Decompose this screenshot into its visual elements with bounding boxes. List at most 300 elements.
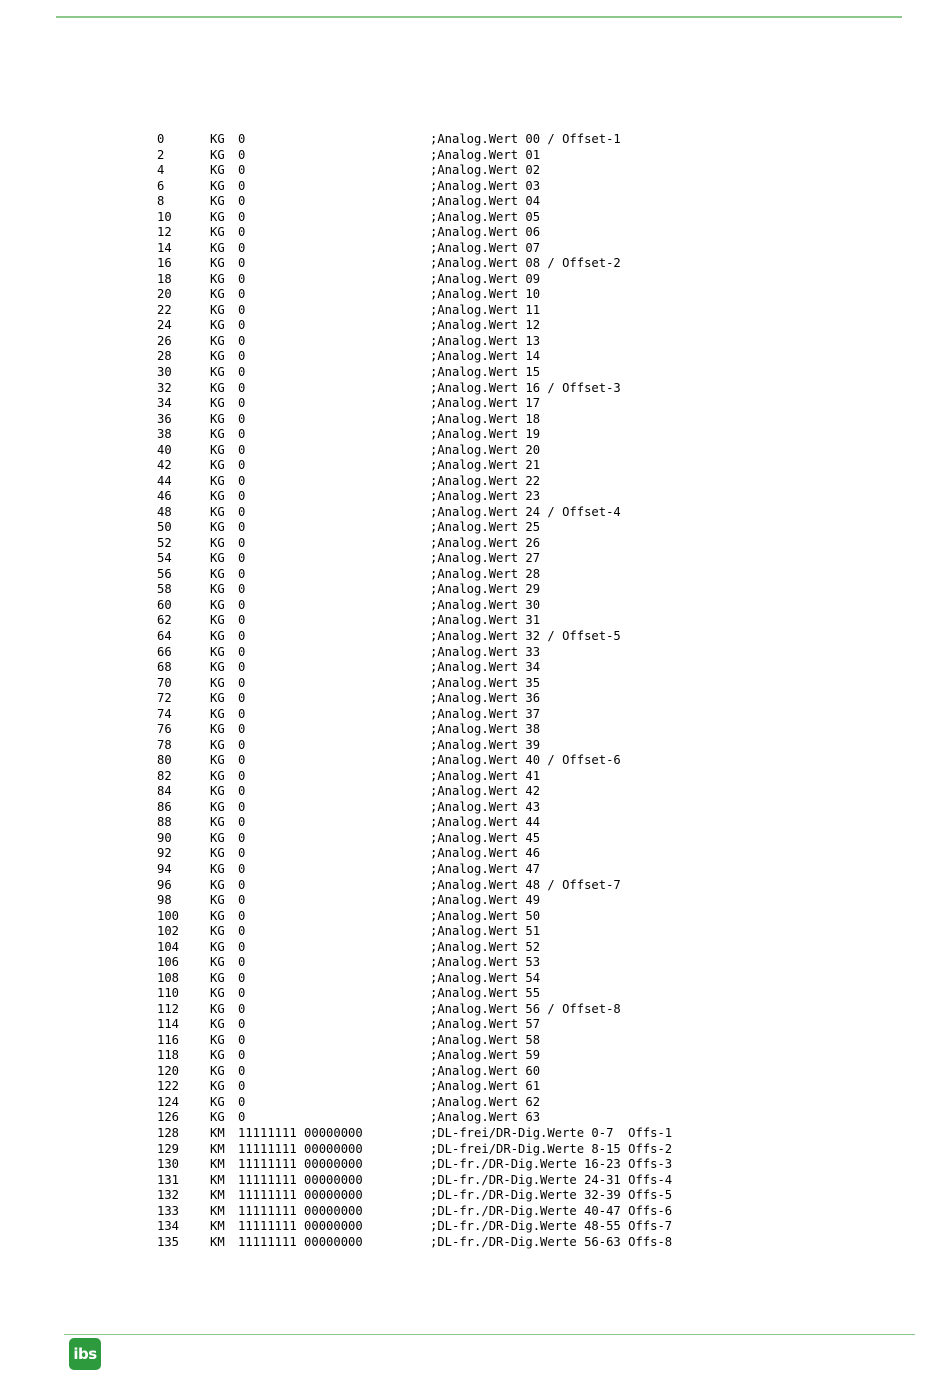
listing-line: [157, 893, 797, 909]
line-opcode: KG: [210, 924, 225, 939]
line-comment: ;Analog.Wert 27: [430, 551, 541, 566]
line-value: 0: [238, 473, 246, 488]
line-comment: ;Analog.Wert 05: [430, 209, 541, 224]
line-address: 88: [157, 815, 172, 830]
line-value: 0: [238, 256, 246, 271]
line-address: 68: [157, 660, 172, 675]
line-value: 0: [238, 737, 246, 752]
line-opcode: KM: [210, 1219, 225, 1234]
line-comment: ;DL-frei/DR-Dig.Werte 0-7 Offs-1: [430, 1126, 673, 1140]
listing-line: [157, 629, 797, 645]
line-opcode: KM: [210, 1157, 225, 1172]
line-comment: ;Analog.Wert 16 / Offset-3: [430, 380, 621, 395]
line-opcode: KG: [210, 846, 225, 861]
line-value: 0: [238, 660, 246, 675]
line-value: 0: [238, 520, 246, 535]
line-address: 112: [157, 1001, 180, 1016]
line-address: 0: [157, 132, 165, 146]
line-address: 16: [157, 256, 172, 271]
listing-line: [157, 163, 797, 179]
line-opcode: KG: [210, 240, 225, 255]
line-opcode: KG: [210, 287, 225, 302]
line-address: 64: [157, 629, 172, 643]
line-comment: ;DL-fr./DR-Dig.Werte 16-23 Offs-3: [430, 1157, 673, 1172]
line-value: 0: [238, 411, 246, 426]
line-opcode: KG: [210, 551, 225, 566]
line-address: 30: [157, 364, 172, 379]
line-comment: ;Analog.Wert 37: [430, 706, 541, 721]
line-opcode: KG: [210, 799, 225, 814]
listing-line: [157, 676, 797, 692]
line-value: 0: [238, 629, 246, 643]
line-address: 110: [157, 986, 180, 1001]
line-value: 0: [238, 1110, 246, 1125]
line-value: 0: [238, 722, 246, 737]
line-comment: ;Analog.Wert 58: [430, 1032, 541, 1047]
line-comment: ;Analog.Wert 33: [430, 644, 541, 659]
line-address: 124: [157, 1094, 180, 1109]
line-comment: ;Analog.Wert 24 / Offset-4: [430, 504, 621, 519]
line-opcode: KG: [210, 318, 225, 333]
line-opcode: KM: [210, 1141, 225, 1156]
line-opcode: KG: [210, 380, 225, 395]
line-value: 0: [238, 691, 246, 706]
line-opcode: KG: [210, 535, 225, 550]
line-value: 0: [238, 1017, 246, 1032]
line-comment: ;Analog.Wert 56 / Offset-8: [430, 1001, 621, 1016]
line-opcode: KM: [210, 1172, 225, 1187]
line-comment: ;Analog.Wert 10: [430, 287, 541, 302]
line-address: 130: [157, 1157, 180, 1172]
line-comment: ;DL-fr./DR-Dig.Werte 48-55 Offs-7: [430, 1219, 673, 1234]
line-address: 42: [157, 458, 172, 473]
line-address: 72: [157, 691, 172, 706]
line-opcode: KG: [210, 427, 225, 442]
line-value: 0: [238, 333, 246, 348]
line-comment: ;Analog.Wert 17: [430, 396, 541, 411]
listing-line: [157, 1033, 797, 1049]
line-comment: ;Analog.Wert 46: [430, 846, 541, 861]
listing-line: [157, 924, 797, 940]
line-comment: ;Analog.Wert 38: [430, 722, 541, 737]
listing-line: [157, 800, 797, 816]
line-opcode: KG: [210, 908, 225, 923]
line-opcode: KG: [210, 815, 225, 830]
line-address: 58: [157, 582, 172, 597]
line-opcode: KM: [210, 1188, 225, 1203]
listing-line: [157, 1142, 797, 1158]
line-address: 60: [157, 597, 172, 612]
line-address: 32: [157, 380, 172, 395]
line-opcode: KG: [210, 893, 225, 908]
line-value: 0: [238, 489, 246, 504]
line-opcode: KG: [210, 209, 225, 224]
line-comment: ;Analog.Wert 51: [430, 924, 541, 939]
line-value: 0: [238, 675, 246, 690]
line-address: 28: [157, 349, 172, 364]
line-address: 56: [157, 566, 172, 581]
line-address: 132: [157, 1188, 180, 1203]
line-value: 0: [238, 1001, 246, 1016]
line-address: 90: [157, 830, 172, 845]
line-comment: ;Analog.Wert 62: [430, 1094, 541, 1109]
line-opcode: KG: [210, 830, 225, 845]
line-comment: ;Analog.Wert 22: [430, 473, 541, 488]
line-comment: ;Analog.Wert 52: [430, 939, 541, 954]
line-opcode: KG: [210, 566, 225, 581]
line-value: 0: [238, 597, 246, 612]
line-opcode: KG: [210, 163, 225, 178]
ibs-logo-icon: ibs: [69, 1338, 101, 1370]
line-value: 11111111 00000000: [238, 1188, 363, 1203]
line-comment: ;Analog.Wert 60: [430, 1063, 541, 1078]
line-value: 0: [238, 970, 246, 985]
line-address: 74: [157, 706, 172, 721]
line-address: 46: [157, 489, 172, 504]
line-comment: ;DL-fr./DR-Dig.Werte 24-31 Offs-4: [430, 1172, 673, 1187]
listing-line: [157, 241, 797, 257]
line-comment: ;Analog.Wert 04: [430, 194, 541, 209]
line-value: 0: [238, 271, 246, 286]
line-address: 134: [157, 1219, 180, 1234]
line-address: 96: [157, 877, 172, 892]
line-opcode: KG: [210, 753, 225, 768]
line-opcode: KG: [210, 861, 225, 876]
line-address: 40: [157, 442, 172, 457]
line-comment: ;Analog.Wert 31: [430, 613, 541, 628]
listing-line: [157, 1079, 797, 1095]
listing-line: [157, 132, 797, 148]
line-opcode: KG: [210, 613, 225, 628]
line-opcode: KG: [210, 504, 225, 519]
listing-line: [157, 613, 797, 629]
line-address: 94: [157, 861, 172, 876]
line-opcode: KG: [210, 147, 225, 162]
listing-line: [157, 520, 797, 536]
line-opcode: KG: [210, 1110, 225, 1125]
line-address: 104: [157, 939, 180, 954]
listing-line: [157, 862, 797, 878]
line-opcode: KG: [210, 442, 225, 457]
line-address: 34: [157, 396, 172, 411]
listing-line: [157, 1126, 797, 1142]
line-value: 0: [238, 768, 246, 783]
line-value: 0: [238, 380, 246, 395]
line-address: 2: [157, 147, 165, 162]
listing-line: [157, 210, 797, 226]
listing-line: [157, 443, 797, 459]
line-address: 26: [157, 333, 172, 348]
listing-line: [157, 986, 797, 1002]
line-value: 0: [238, 815, 246, 830]
line-value: 0: [238, 504, 246, 519]
listing-line: [157, 1157, 797, 1173]
line-opcode: KG: [210, 722, 225, 737]
line-value: 11111111 00000000: [238, 1126, 363, 1140]
listing-line: [157, 1017, 797, 1033]
line-comment: ;Analog.Wert 39: [430, 737, 541, 752]
line-value: 0: [238, 861, 246, 876]
line-address: 24: [157, 318, 172, 333]
listing-line: [157, 272, 797, 288]
line-comment: ;Analog.Wert 21: [430, 458, 541, 473]
listing-line: [157, 784, 797, 800]
line-value: 0: [238, 209, 246, 224]
listing-line: [157, 1110, 797, 1126]
line-value: 0: [238, 939, 246, 954]
line-opcode: KG: [210, 256, 225, 271]
line-comment: ;DL-fr./DR-Dig.Werte 56-63 Offs-8: [430, 1234, 673, 1249]
line-value: 11111111 00000000: [238, 1172, 363, 1187]
line-address: 36: [157, 411, 172, 426]
line-opcode: KG: [210, 1079, 225, 1094]
listing-line: [157, 225, 797, 241]
listing-line: [157, 1048, 797, 1064]
line-address: 4: [157, 163, 165, 178]
line-value: 11111111 00000000: [238, 1219, 363, 1234]
line-comment: ;Analog.Wert 25: [430, 520, 541, 535]
line-address: 135: [157, 1234, 180, 1249]
line-address: 18: [157, 271, 172, 286]
line-comment: ;Analog.Wert 49: [430, 893, 541, 908]
line-opcode: KG: [210, 1017, 225, 1032]
line-opcode: KG: [210, 1094, 225, 1109]
line-comment: ;Analog.Wert 20: [430, 442, 541, 457]
line-comment: ;Analog.Wert 26: [430, 535, 541, 550]
line-opcode: KG: [210, 784, 225, 799]
line-opcode: KG: [210, 271, 225, 286]
listing-line: [157, 1173, 797, 1189]
line-opcode: KG: [210, 939, 225, 954]
line-address: 50: [157, 520, 172, 535]
line-opcode: KG: [210, 411, 225, 426]
line-address: 133: [157, 1203, 180, 1218]
code-listing: [157, 132, 797, 1255]
listing-line: [157, 1002, 797, 1018]
listing-line: [157, 738, 797, 754]
line-value: 0: [238, 163, 246, 178]
line-value: 11111111 00000000: [238, 1157, 363, 1172]
listing-line: [157, 955, 797, 971]
line-value: 0: [238, 613, 246, 628]
line-comment: ;Analog.Wert 29: [430, 582, 541, 597]
line-opcode: KM: [210, 1203, 225, 1218]
line-comment: ;Analog.Wert 43: [430, 799, 541, 814]
line-comment: ;Analog.Wert 42: [430, 784, 541, 799]
listing-line: [157, 287, 797, 303]
line-opcode: KG: [210, 737, 225, 752]
listing-line: [157, 551, 797, 567]
listing-line: [157, 598, 797, 614]
line-value: 0: [238, 442, 246, 457]
listing-line: [157, 427, 797, 443]
line-comment: ;DL-fr./DR-Dig.Werte 40-47 Offs-6: [430, 1203, 673, 1218]
line-value: 0: [238, 706, 246, 721]
line-value: 11111111 00000000: [238, 1234, 363, 1249]
line-opcode: KG: [210, 1001, 225, 1016]
listing-line: [157, 334, 797, 350]
line-address: 78: [157, 737, 172, 752]
listing-line: [157, 878, 797, 894]
line-value: 0: [238, 535, 246, 550]
line-comment: ;Analog.Wert 55: [430, 986, 541, 1001]
header-rule: [56, 16, 902, 18]
line-comment: ;Analog.Wert 44: [430, 815, 541, 830]
line-value: 0: [238, 877, 246, 892]
line-value: 0: [238, 924, 246, 939]
line-address: 66: [157, 644, 172, 659]
line-comment: ;DL-fr./DR-Dig.Werte 32-39 Offs-5: [430, 1188, 673, 1203]
line-comment: ;Analog.Wert 41: [430, 768, 541, 783]
line-address: 131: [157, 1172, 180, 1187]
listing-line: [157, 567, 797, 583]
line-address: 70: [157, 675, 172, 690]
listing-line: [157, 148, 797, 164]
line-address: 86: [157, 799, 172, 814]
line-opcode: KG: [210, 629, 225, 643]
line-comment: ;Analog.Wert 03: [430, 178, 541, 193]
listing-line: [157, 815, 797, 831]
line-opcode: KG: [210, 396, 225, 411]
line-value: 0: [238, 364, 246, 379]
listing-line: [157, 1235, 797, 1251]
line-address: 38: [157, 427, 172, 442]
listing-line: [157, 971, 797, 987]
line-opcode: KG: [210, 660, 225, 675]
line-address: 126: [157, 1110, 180, 1125]
line-value: 0: [238, 1032, 246, 1047]
line-value: 0: [238, 147, 246, 162]
line-opcode: KG: [210, 986, 225, 1001]
line-value: 0: [238, 302, 246, 317]
line-opcode: KG: [210, 333, 225, 348]
line-address: 22: [157, 302, 172, 317]
listing-line: [157, 645, 797, 661]
line-address: 8: [157, 194, 165, 209]
listing-line: [157, 458, 797, 474]
line-opcode: KG: [210, 706, 225, 721]
line-address: 76: [157, 722, 172, 737]
line-comment: ;Analog.Wert 12: [430, 318, 541, 333]
line-value: 0: [238, 784, 246, 799]
line-address: 80: [157, 753, 172, 768]
line-value: 0: [238, 427, 246, 442]
line-comment: ;Analog.Wert 07: [430, 240, 541, 255]
line-comment: ;Analog.Wert 23: [430, 489, 541, 504]
line-value: 0: [238, 1079, 246, 1094]
line-address: 14: [157, 240, 172, 255]
line-opcode: KG: [210, 1063, 225, 1078]
line-value: 0: [238, 551, 246, 566]
line-value: 0: [238, 582, 246, 597]
line-opcode: KG: [210, 970, 225, 985]
listing-line: [157, 489, 797, 505]
line-opcode: KG: [210, 1048, 225, 1063]
listing-line: [157, 691, 797, 707]
line-comment: ;Analog.Wert 63: [430, 1110, 541, 1125]
line-opcode: KG: [210, 489, 225, 504]
line-comment: ;Analog.Wert 30: [430, 597, 541, 612]
line-address: 92: [157, 846, 172, 861]
line-opcode: KG: [210, 473, 225, 488]
line-comment: ;Analog.Wert 06: [430, 225, 541, 240]
line-comment: ;Analog.Wert 11: [430, 302, 541, 317]
listing-line: [157, 660, 797, 676]
line-address: 54: [157, 551, 172, 566]
listing-line: [157, 381, 797, 397]
line-address: 118: [157, 1048, 180, 1063]
footer-rule: [64, 1334, 915, 1335]
listing-line: [157, 505, 797, 521]
line-comment: ;Analog.Wert 53: [430, 955, 541, 970]
line-address: 120: [157, 1063, 180, 1078]
line-comment: ;Analog.Wert 08 / Offset-2: [430, 256, 621, 271]
line-value: 0: [238, 846, 246, 861]
line-value: 0: [238, 349, 246, 364]
line-comment: ;Analog.Wert 34: [430, 660, 541, 675]
line-opcode: KG: [210, 194, 225, 209]
line-value: 0: [238, 955, 246, 970]
line-opcode: KG: [210, 302, 225, 317]
line-comment: ;Analog.Wert 35: [430, 675, 541, 690]
line-opcode: KG: [210, 520, 225, 535]
listing-line: [157, 303, 797, 319]
listing-line: [157, 846, 797, 862]
listing-line: [157, 1188, 797, 1204]
line-address: 108: [157, 970, 180, 985]
line-comment: ;Analog.Wert 14: [430, 349, 541, 364]
line-opcode: KG: [210, 582, 225, 597]
line-value: 0: [238, 194, 246, 209]
line-opcode: KG: [210, 458, 225, 473]
listing-line: [157, 194, 797, 210]
line-address: 116: [157, 1032, 180, 1047]
line-value: 0: [238, 566, 246, 581]
line-value: 0: [238, 908, 246, 923]
line-address: 98: [157, 893, 172, 908]
line-value: 0: [238, 986, 246, 1001]
line-opcode: KM: [210, 1126, 225, 1140]
listing-line: [157, 536, 797, 552]
line-comment: ;Analog.Wert 50: [430, 908, 541, 923]
line-value: 0: [238, 396, 246, 411]
line-address: 52: [157, 535, 172, 550]
line-opcode: KG: [210, 132, 225, 146]
line-value: 0: [238, 458, 246, 473]
line-comment: ;Analog.Wert 54: [430, 970, 541, 985]
line-address: 122: [157, 1079, 180, 1094]
listing-line: [157, 753, 797, 769]
listing-line: [157, 831, 797, 847]
line-comment: ;Analog.Wert 47: [430, 861, 541, 876]
listing-line: [157, 1219, 797, 1235]
line-opcode: KG: [210, 877, 225, 892]
line-comment: ;DL-frei/DR-Dig.Werte 8-15 Offs-2: [430, 1141, 673, 1156]
listing-line: [157, 1064, 797, 1080]
line-address: 129: [157, 1141, 180, 1156]
line-value: 0: [238, 1094, 246, 1109]
line-value: 0: [238, 753, 246, 768]
line-value: 0: [238, 240, 246, 255]
line-comment: ;Analog.Wert 59: [430, 1048, 541, 1063]
line-value: 0: [238, 287, 246, 302]
listing-line: [157, 474, 797, 490]
line-opcode: KM: [210, 1234, 225, 1249]
line-opcode: KG: [210, 178, 225, 193]
line-comment: ;Analog.Wert 15: [430, 364, 541, 379]
line-value: 0: [238, 225, 246, 240]
line-value: 0: [238, 893, 246, 908]
